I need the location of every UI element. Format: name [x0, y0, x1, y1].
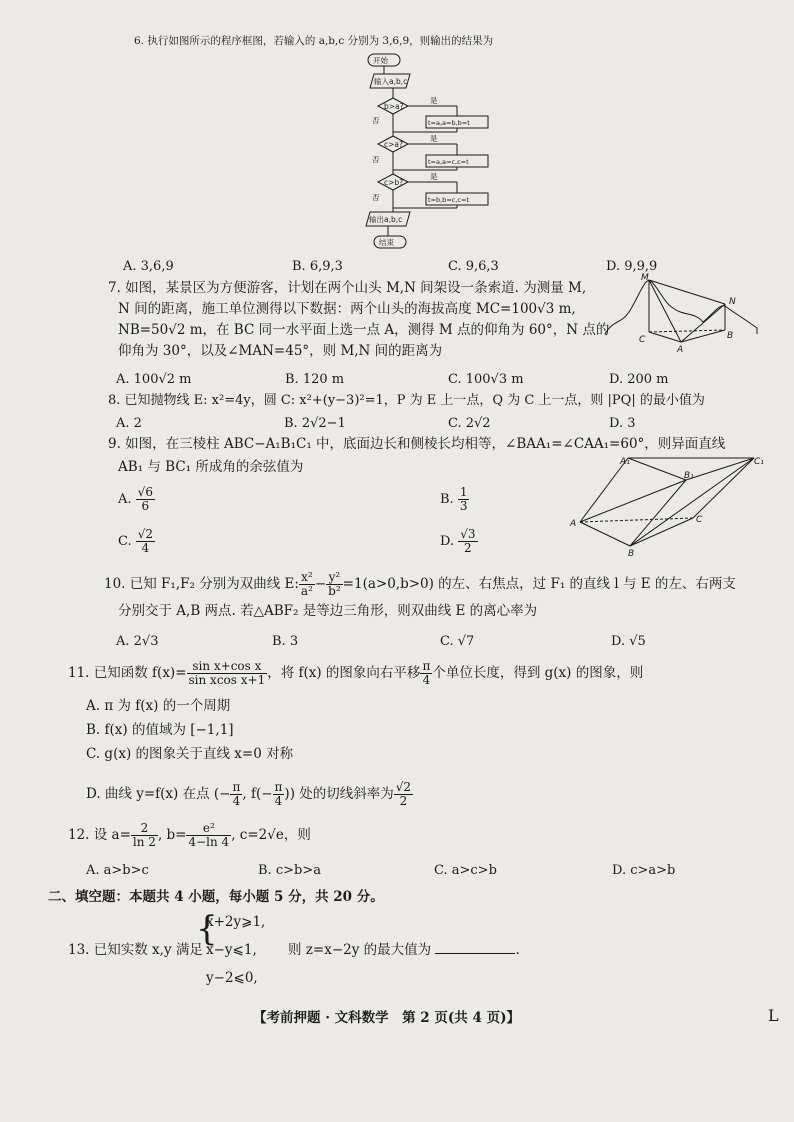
q10-option-a: A. 2√3 [116, 634, 159, 649]
q7-line1: 7. 如图，某景区为方便游客，计划在两个山头 M,N 间架设一条索道. 为测量 M, [108, 280, 587, 296]
q9-option-a-frac: $\frac{√6}{6}$ [137, 485, 153, 514]
fig9-label-a: A [570, 519, 577, 529]
flow-act3-label: t=b,b=c,c=t [428, 196, 469, 204]
fig9-label-b1: B₁ [684, 471, 694, 481]
q8-option-c: C. 2√2 [448, 416, 491, 431]
q9-option-a: A. $\frac{√6}{6}$ [118, 485, 153, 514]
flow-end-label: 结束 [379, 238, 394, 247]
section-heading-fill-in: 二、填空题：本题共 4 小题，每小题 5 分，共 20 分。 [48, 889, 384, 905]
q6-flowchart [360, 52, 500, 257]
q9-line2: AB₁ 与 BC₁ 所成角的余弦值为 [118, 459, 304, 475]
q9-option-b: B. $\frac{1}{3}$ [440, 485, 468, 514]
q11-option-b: B. f(x) 的值域为 [−1,1] [86, 722, 234, 738]
q9-option-b-frac: $\frac{1}{3}$ [459, 485, 468, 514]
fig7-label-m: M [641, 273, 649, 283]
line-cb [649, 330, 725, 332]
q6-option-c: C. 9,6,3 [448, 259, 499, 274]
q12-option-a: A. a>b>c [86, 863, 149, 878]
flow-start-label: 开始 [373, 56, 388, 65]
q11-option-d: D. 曲线 y=f(x) 在点 (− $\frac{\pi}{4}$ , f(− $\frac{\pi}{4}$ )) 处的切线斜率为 $\frac{√2}{2}$ [86, 780, 412, 809]
q10-line2: 分别交于 A,B 两点. 若△ABF₂ 是等边三角形，则双曲线 E 的离心率为 [118, 603, 538, 619]
flow-no-3: 否 [372, 193, 380, 202]
flow-output-label: 输出a,b,c [369, 215, 403, 224]
q9-option-d-frac: $\frac{√3}{2}$ [460, 527, 476, 556]
q8-option-d: D. 3 [609, 416, 636, 431]
q12-stem: 12. 设 a= $\frac{2}{\ln 2}$ , b= $\frac{\text{e²}}{4-\ln 4}$ , c=2√e，则 [68, 821, 311, 850]
q6-option-a: A. 3,6,9 [123, 259, 174, 274]
q9-option-c-frac: $\frac{√2}{4}$ [137, 527, 154, 556]
flow-input-label: 输入a,b,c [374, 77, 408, 86]
mountain-outline [605, 280, 757, 334]
q10-option-d: D. √5 [611, 634, 646, 649]
q7-option-c: C. 100√3 m [448, 372, 524, 387]
q11-frac-f: $\frac{\text{sin x+cos x}}{\text{sin xcos x+1}}$ [188, 659, 266, 688]
flow-cond3-label: c>b? [384, 178, 404, 187]
q12-option-b: B. c>b>a [258, 863, 321, 878]
flow-yes-2: 是 [430, 134, 438, 143]
flow-yes-1: 是 [430, 96, 438, 105]
q6-option-d: D. 9,9,9 [606, 259, 658, 274]
q9-prism-figure [568, 452, 768, 556]
fig9-label-c: C [696, 515, 703, 525]
flow-act2-label: t=a,a=c,c=t [428, 158, 469, 166]
q7-line3: NB=50√2 m，在 BC 同一水平面上选一点 A，测得 M 点的仰角为 60°，N 点的 [118, 322, 610, 338]
q8-stem: 8. 已知抛物线 E: x²=4y，圆 C: x²+(y−3)²=1，P 为 E 上一点，Q 为 C 上一点，则 |PQ| 的最小值为 [108, 393, 705, 408]
fig9-label-b: B [628, 549, 635, 556]
q9-option-d: D. $\frac{√3}{2}$ [440, 527, 476, 556]
q11-option-a: A. π 为 f(x) 的一个周期 [86, 698, 231, 714]
q13-answer-blank[interactable] [435, 953, 515, 954]
q10-line1: 10. 已知 F₁,F₂ 分别为双曲线 E: $\frac{\text{x²}}{\text{a²}}$ − $\frac{\text{y²}}{\text{b²}}$ =1(a>0,b>0) 的左、右焦点，过 F₁ 的直线 l 与 E 的左、右两支 [104, 570, 736, 599]
q13-constraint-1: x+2y⩾1, [206, 914, 266, 930]
q6-stem: 6. 执行如图所示的程序框图，若输入的 a,b,c 分别为 3,6,9，则输出的结果为 [134, 35, 494, 47]
line-mn [649, 280, 725, 304]
q13-constraint-2: x−y⩽1, [206, 942, 257, 958]
q10-frac-y: $\frac{\text{y²}}{\text{b²}}$ [328, 570, 341, 599]
q10-option-c: C. √7 [440, 634, 475, 649]
fig7-label-n: N [729, 297, 736, 307]
q11-stem: 11. 已知函数 f(x)= $\frac{\text{sin x+cos x}}{\text{sin xcos x+1}}$ ，将 f(x) 的图象向右平移 $\frac{\pi}{4}$ 个单位长度，得到 g(x) 的图象，则 [68, 659, 644, 688]
page-corner-mark: L [768, 1006, 779, 1025]
q7-line4: 仰角为 30°，以及∠MAN=45°，则 M,N 间的距离为 [118, 343, 443, 359]
q6-option-b: B. 6,9,3 [292, 259, 343, 274]
q12-option-d: D. c>a>b [612, 863, 676, 878]
q10-option-b: B. 3 [272, 634, 299, 649]
flow-no-2: 否 [372, 155, 380, 164]
q7-line2: N 间的距离，施工单位测得以下数据：两个山头的海拔高度 MC=100√3 m, [118, 301, 576, 317]
line-ma [649, 280, 681, 342]
fig7-label-c: C [639, 335, 646, 345]
flow-no-1: 否 [372, 116, 380, 125]
q7-option-d: D. 200 m [609, 372, 669, 387]
q9-option-c: C. $\frac{√2}{4}$ [118, 527, 154, 556]
q7-figure [603, 272, 761, 354]
q7-option-a: A. 100√2 m [116, 372, 192, 387]
fig7-label-a: A [677, 345, 684, 354]
fig9-label-a1: A₁ [620, 457, 630, 467]
page-footer: 【考前押题 · 文科数学 第 2 页(共 4 页)】 [253, 1010, 520, 1026]
q9-line1: 9. 如图，在三棱柱 ABC−A₁B₁C₁ 中，底面边长和侧棱长均相等，∠BAA₁=∠CAA₁=60°，则异面直线 [108, 436, 726, 452]
flow-yes-3: 是 [430, 172, 438, 181]
flow-act1-label: t=a,a=b,b=t [428, 119, 470, 127]
q13-constraint-3: y−2⩽0, [206, 970, 258, 986]
q13-brace: { [196, 909, 218, 949]
q8-option-a: A. 2 [116, 416, 142, 431]
fig7-label-b: B [727, 331, 734, 341]
q7-option-b: B. 120 m [285, 372, 345, 387]
q11-option-c: C. g(x) 的图象关于直线 x=0 对称 [86, 746, 294, 762]
flow-cond1-label: b>a? [384, 102, 404, 111]
q13-suffix: 则 z=x−2y 的最大值为 . [288, 942, 520, 958]
q12-option-c: C. a>c>b [434, 863, 497, 878]
fig9-label-c1: C₁ [754, 457, 764, 467]
flow-cond2-label: c>a? [384, 140, 403, 149]
q13-prefix: 13. 已知实数 x,y 满足 [68, 942, 203, 958]
q10-frac-x: $\frac{\text{x²}}{\text{a²}}$ [300, 570, 313, 599]
q11-frac-pi: $\frac{\pi}{4}$ [422, 659, 431, 688]
q8-option-b: B. 2√2−1 [284, 416, 346, 431]
